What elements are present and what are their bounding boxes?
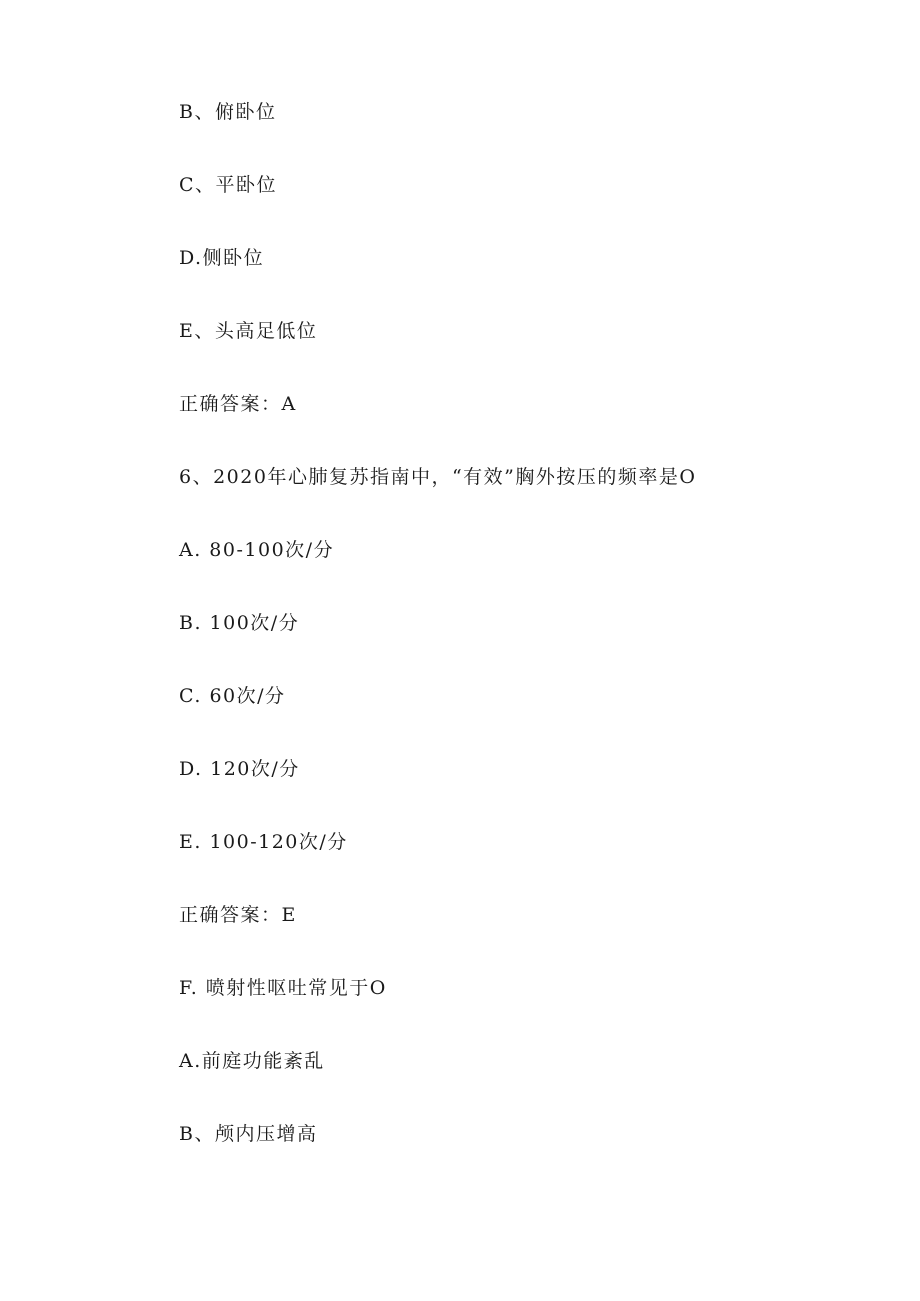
answer-q5: 正确答案：A [179, 393, 297, 415]
question-6: 6、2020年心肺复苏指南中，“有效”胸外按压的频率是O [179, 466, 697, 488]
option-a-vestibular: A.前庭功能紊乱 [179, 1050, 325, 1072]
option-d-120: D. 120次/分 [179, 758, 300, 780]
question-f: F. 喷射性呕吐常见于O [179, 977, 387, 999]
option-a-80-100: A. 80-100次/分 [179, 539, 335, 561]
option-d-lateral: D.侧卧位 [179, 247, 265, 269]
option-e-head-high: E、头高足低位 [179, 320, 318, 342]
option-e-100-120: E. 100-120次/分 [179, 831, 348, 853]
option-b-100: B. 100次/分 [179, 612, 300, 634]
answer-q6: 正确答案：E [179, 904, 297, 926]
option-c-60: C. 60次/分 [179, 685, 286, 707]
option-b-prone: B、俯卧位 [179, 101, 277, 123]
option-c-supine: C、平卧位 [179, 174, 278, 196]
option-b-intracranial: B、颅内压增高 [179, 1123, 318, 1145]
